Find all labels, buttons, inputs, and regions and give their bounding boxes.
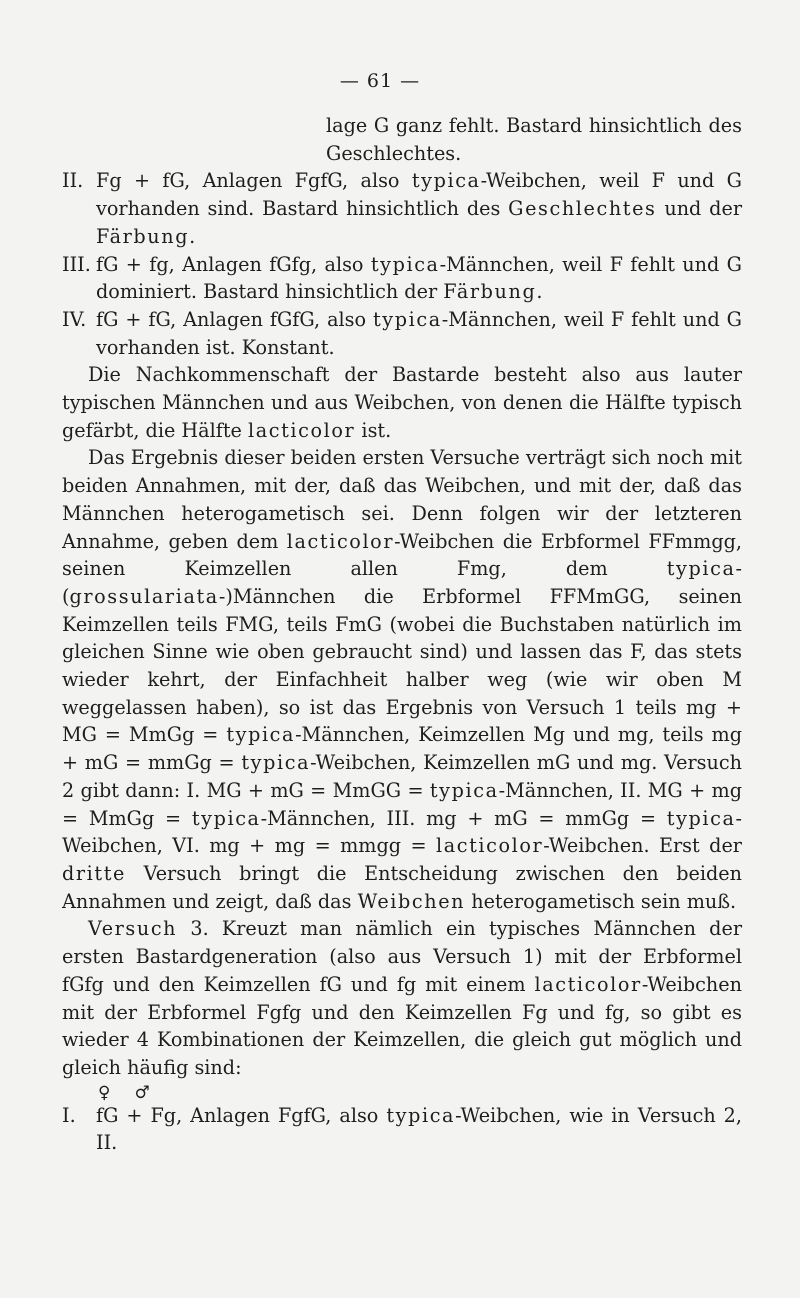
body-text: [62, 112, 742, 1157]
sex-symbols: [62, 1084, 742, 1102]
item-text: Fg + fG, Anlagen FgfG, also typica-Weibchen, weil F und G vorhanden sind. Bastard hinsichtlich des Geschlechtes und der Färbung.: [96, 169, 742, 248]
paragraph: Die Nachkommenschaft der Bastarde besteht also aus lauter typischen Männchen und aus Weibchen, von denen die Hälfte typisch gefärbt, die Hälfte lacticolor ist.: [62, 363, 742, 442]
page-number: — 61 —: [339, 70, 421, 92]
list-item: [62, 251, 742, 306]
list-item: [62, 1102, 742, 1157]
item-number: I.: [62, 1103, 76, 1127]
item-number: IV.: [62, 307, 87, 331]
item-number: II.: [62, 169, 84, 193]
male-symbol-icon: ♂: [134, 1082, 150, 1103]
continued-item-text: lage G ganz fehlt. Bastard hinsichtlich des Geschlechtes.: [326, 114, 742, 165]
item-text: fG + Fg, Anlagen FgfG, also typica-Weibchen, wie in Versuch 2, II.: [96, 1103, 742, 1155]
item-number: III.: [62, 252, 91, 276]
item-text: fG + fG, Anlagen fGfG, also typica-Männchen, weil F fehlt und G vorhanden ist. Konstant.: [96, 307, 742, 359]
list-item: [62, 306, 742, 361]
list-item: [62, 167, 742, 250]
paragraph: Versuch 3. Kreuzt man nämlich ein typisches Männchen der ersten Bastardgeneration (also aus Versuch 1) mit der Erbformel fGfg und den Keimzellen fG und fg mit einem lacticolor-Weibchen mit der Erbformel Fgfg und den Keimzellen Fg und fg, so gibt es wieder 4 Kombinationen der Keimzellen, die gleich gut möglich und gleich häufig sind:: [62, 917, 742, 1079]
paragraph: Das Ergebnis dieser beiden ersten Versuche verträgt sich noch mit beiden Annahmen, mit der, daß das Weibchen, und mit der, daß das Männchen heterogametisch sei. Denn folgen wir der letzteren Annahme, geben dem lacticolor-Weibchen die Erbformel FFmmgg, seinen Keimzellen allen Fmg, dem typica-(grossulariata-)Männchen die Erbformel FFMmGG, seinen Keimzellen teils FMG, teils FmG (wobei die Buchstaben natürlich im gleichen Sinne wie oben gebraucht sind) und lassen das F, das stets wieder kehrt, der Einfachheit halber weg (wie wir oben M weggelassen haben), so ist das Ergebnis von Versuch 1 teils mg + MG = MmGg = typica-Männchen, Keimzellen Mg und mg, teils mg + mG = mmGg = typica-Weibchen, Keimzellen mG und mg. Versuch 2 gibt dann: I. MG + mG = MmGG = typica-Männchen, II. MG + mg = MmGg = typica-Männchen, III. mg + mG = mmGg = typica-Weibchen, VI. mg + mg = mmgg = lacticolor-Weibchen. Erst der dritte Versuch bringt die Entscheidung zwischen den beiden Annahmen und zeigt, daß das Weibchen heterogametisch sein muß.: [62, 446, 743, 913]
item-text: fG + fg, Anlagen fGfg, also typica-Männchen, weil F fehlt und G dominiert. Bastard hinsichtlich der Färbung.: [96, 252, 742, 304]
female-symbol-icon: ♀: [98, 1082, 111, 1103]
